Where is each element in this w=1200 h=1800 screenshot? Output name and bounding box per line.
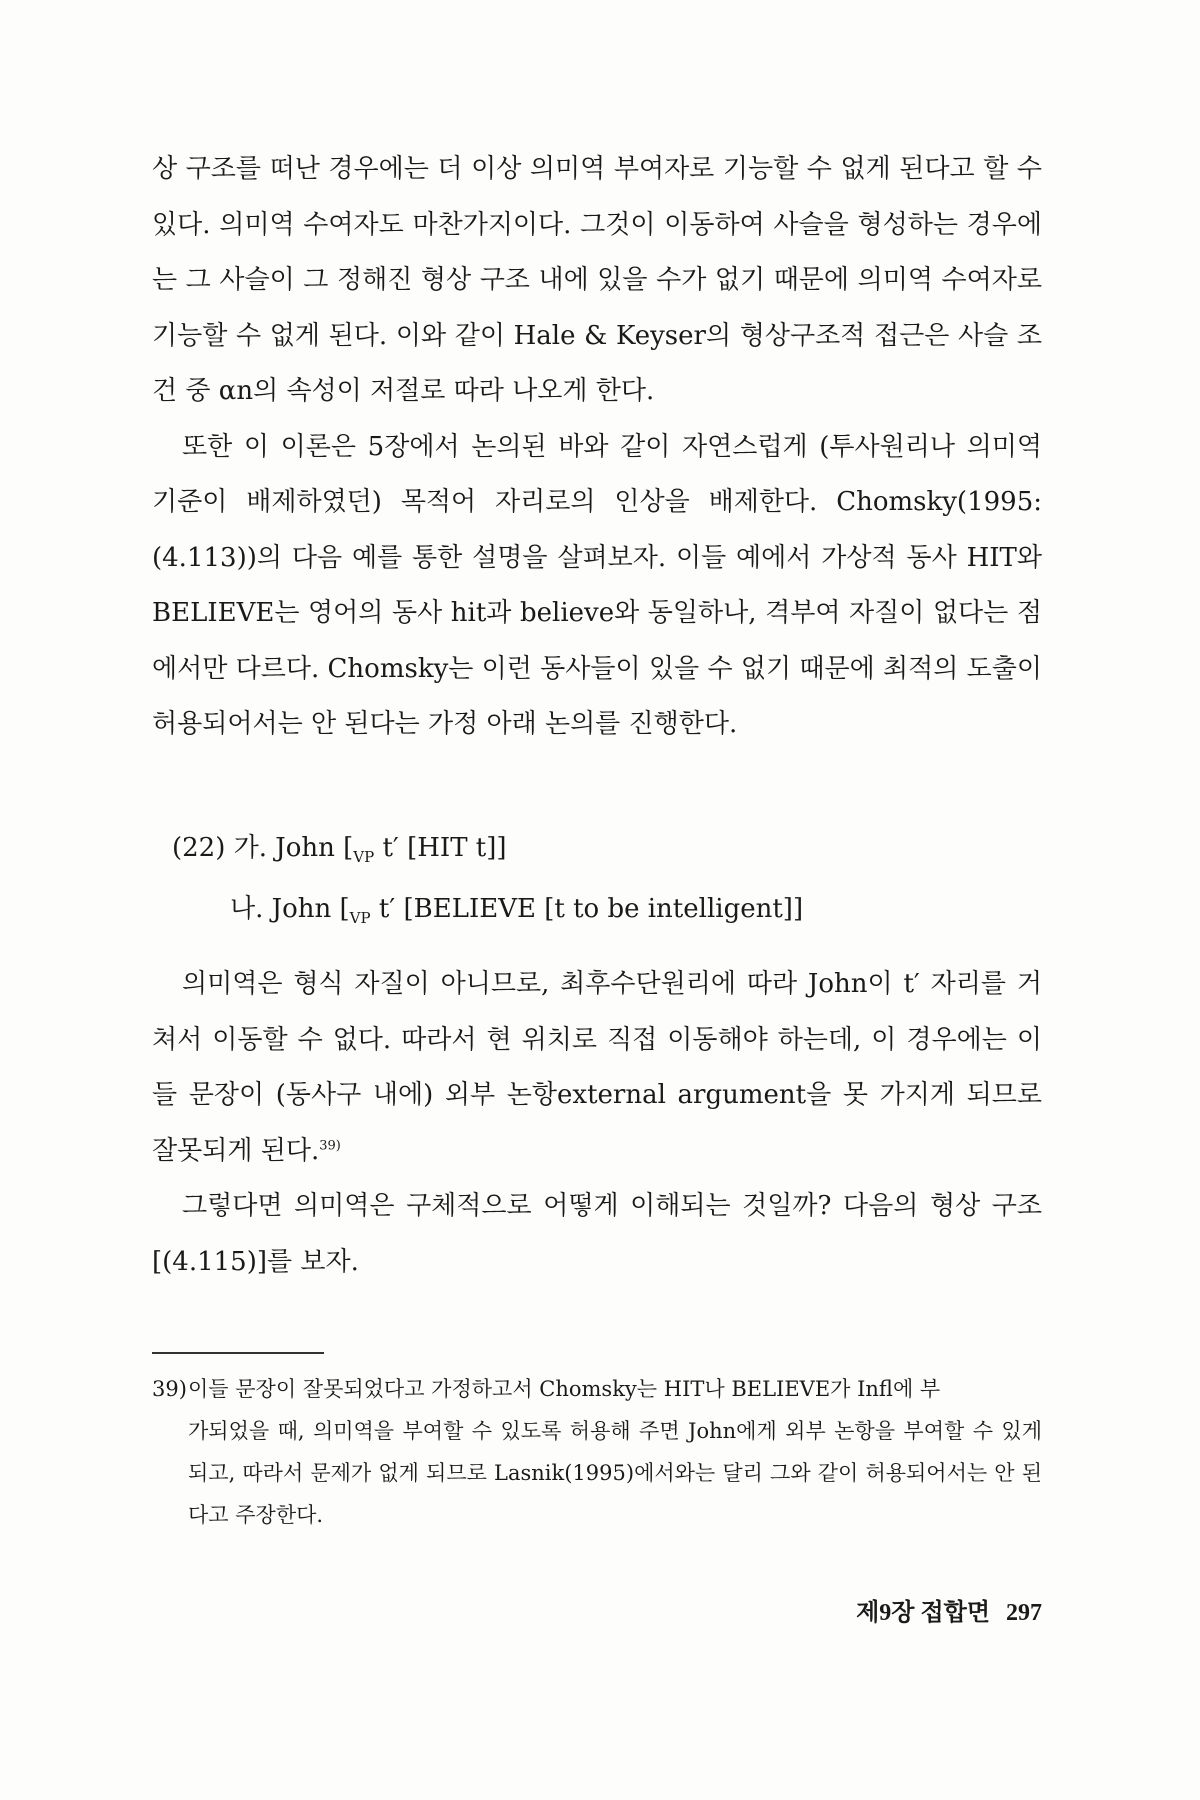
example-22 (172, 822, 1032, 944)
footnote-reference: 39) (319, 1137, 341, 1153)
paragraph-4: 그렇다면 의미역은 구체적으로 어떻게 이해되는 것일까? 다음의 형상 구조[(4.115)]를 보자. (152, 1191, 1042, 1277)
paragraph-3-text: 의미역은 형식 자질이 아니므로, 최후수단원리에 따라 John이 t′ 자리를 거쳐서 이동할 수 없다. 따라서 현 위치로 직접 이동해야 하는데, 이 경우에는 이들 문장이 (동사구 내에) 외부 논항external argument을 못 가지게 되므로 잘못되게 된다. (152, 969, 1042, 1166)
paragraph-2: 또한 이 이론은 5장에서 논의된 바와 같이 자연스럽게 (투사원리나 의미역 기준이 배제하였던) 목적어 자리로의 인상을 배제한다. Chomsky(1995: (4.113))의 다음 예를 통한 설명을 살펴보자. 이들 예에서 가상적 동사 HIT와 BELIEVE는 영어의 동사 hit과 believe와 동일하나, 격부여 자질이 없다는 점에서만 다르다. Chomsky는 이런 동사들이 있을 수 없기 때문에 최적의 도출이 허용되어서는 안 된다는 가정 아래 논의를 진행한다. (152, 431, 1042, 739)
example-text-1-post: t′ [HIT t]] (374, 833, 507, 863)
paragraph-1: 상 구조를 떠난 경우에는 더 이상 의미역 부여자로 기능할 수 없게 된다고 할 수 있다. 의미역 수여자도 마찬가지이다. 그것이 이동하여 사슬을 형성하는 경우에는 그 사슬이 그 정해진 형상 구조 내에 있을 수가 없기 때문에 의미역 수여자로 기능할 수 없게 된다. 이와 같이 Hale & Keyser의 형상구조적 접근은 사슬 조건 중 αn의 속성이 저절로 따라 나오게 한다. (152, 154, 1042, 406)
paragraph-3 (152, 957, 1042, 1179)
footnote-number: 39) (152, 1377, 187, 1401)
example-text-2-pre: John [ (271, 894, 350, 925)
vp-subscript-2: VP (349, 909, 371, 928)
main-text-lower (152, 957, 1042, 1290)
vp-subscript-1: VP (353, 848, 375, 867)
example-text-2-post: t′ [BELIEVE [t to be intelligent]] (370, 894, 804, 925)
footnote-continuation: 가되었을 때, 의미역을 부여할 수 있도록 허용해 주면 John에게 외부 논항을 부여할 수 있게 되고, 따라서 문제가 없게 되므로 Lasnik(1995)에서와는 달리 그와 같이 허용되어서는 안 된다고 주장한다. (188, 1419, 1042, 1527)
footnote-line-1: 이들 문장이 잘못되었다고 가정하고서 Chomsky는 HIT나 BELIEVE가 Infl에 부 (188, 1377, 941, 1401)
footnote-39 (152, 1368, 1042, 1536)
page-number: 297 (1006, 1600, 1042, 1626)
example-text-1-pre: John [ (275, 833, 354, 863)
example-number: (22) (172, 833, 226, 863)
example-label-2: 나. (230, 894, 264, 925)
example-line-1 (172, 822, 1032, 883)
example-line-2 (172, 883, 1032, 944)
page-footer (846, 1592, 1042, 1627)
chapter-title: 제9장 접합면 (856, 1600, 990, 1626)
main-text-upper (152, 142, 1042, 753)
footnote-divider (152, 1352, 324, 1354)
example-label-1: 가. (233, 833, 268, 863)
footnote-first-line (152, 1368, 1042, 1410)
